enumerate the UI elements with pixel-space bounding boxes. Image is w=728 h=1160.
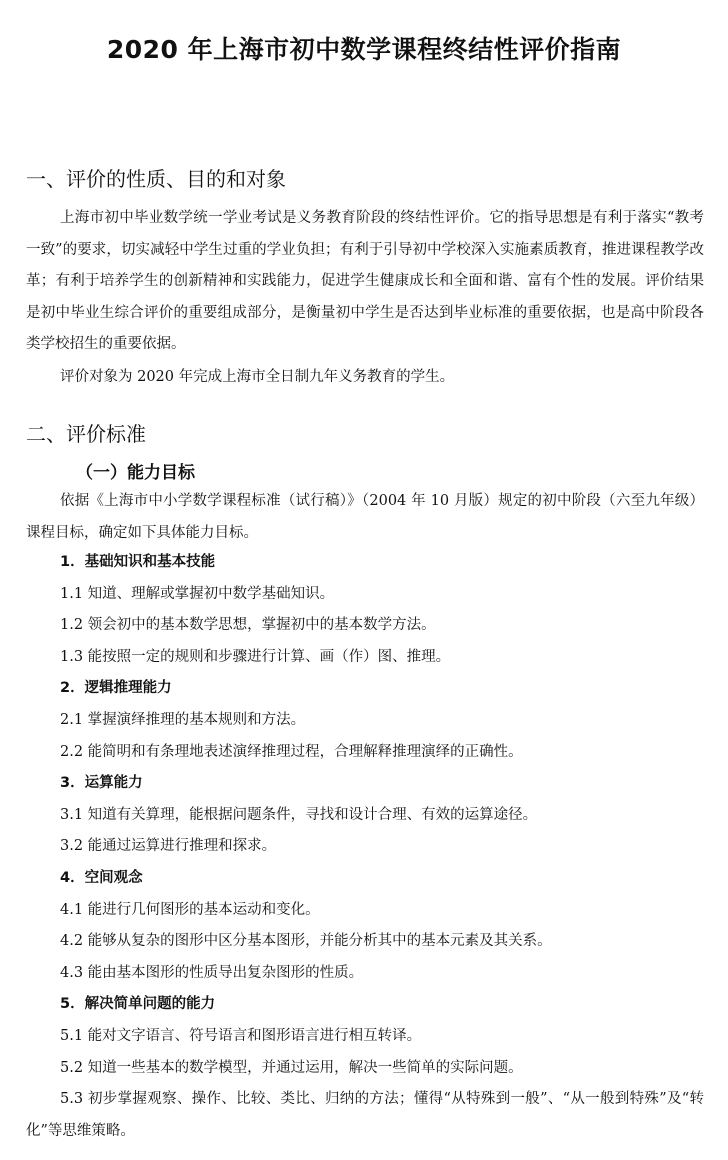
- ability-item: 4.2 能够从复杂的图形中区分基本图形，并能分析其中的基本元素及其关系。: [60, 933, 552, 950]
- subsection1-heading: （一）能力目标: [76, 463, 195, 483]
- subsection1-intro: 依据《上海市中小学数学课程标准（试行稿）》（2004 年 10 月版）规定的初中阶段（六至九年级）课程目标，确定如下具体能力目标。: [26, 493, 704, 541]
- ability-heading: 2．逻辑推理能力: [60, 680, 172, 697]
- ability-item: 2.1 掌握演绎推理的基本规则和方法。: [60, 712, 306, 728]
- ability-heading: 5．解决简单问题的能力: [60, 996, 216, 1013]
- ability-item: 1.3 能按照一定的规则和步骤进行计算、画（作）图、推理。: [60, 648, 451, 665]
- ability-item: 3.1 知道有关算理，能根据问题条件，寻找和设计合理、有效的运算途径。: [60, 806, 538, 823]
- section1-paragraph-2: 评价对象为 2020 年完成上海市全日制九年义务教育的学生。: [60, 369, 455, 385]
- ability-item: 5.1 能对文字语言、符号语言和图形语言进行相互转译。: [60, 1028, 422, 1044]
- ability-item: 1.1 知道、理解或掌握初中数学基础知识。: [60, 585, 335, 602]
- ability-item: 1.2 领会初中的基本数学思想，掌握初中的基本数学方法。: [60, 617, 436, 634]
- item-5-3-paragraph: 5.3 初步掌握观察、操作、比较、类比、归纳的方法；懂得“从特殊到一般”、“从一般到特殊”及“转化”等思维策略。: [26, 1091, 704, 1139]
- section2-heading: 二、评价标准: [26, 422, 146, 446]
- ability-item: 2.2 能简明和有条理地表述演绎推理过程，合理解释推理演绎的正确性。: [60, 743, 523, 760]
- ability-heading: 3．运算能力: [60, 775, 143, 792]
- ability-item: 4.1 能进行几何图形的基本运动和变化。: [60, 901, 320, 918]
- ability-item: 3.2 能通过运算进行推理和探求。: [60, 838, 277, 855]
- section1-paragraph-1: 上海市初中毕业数学统一学业考试是义务教育阶段的终结性评价。它的指导思想是有利于落实“教考一致”的要求，切实减轻中学生过重的学业负担；有利于引导初中学校深入实施素质教育，推进课程教学改革；有利于培养学生的创新精神和实践能力，促进学生健康成长和全面和谐、富有个性的发展。评价结果是初中毕业生综合评价的重要组成部分，是衡量初中学生是否达到毕业标准的重要依据，也是高中阶段各类学校招生的重要依据。: [26, 210, 704, 352]
- ability-heading: 1．基础知识和基本技能: [60, 554, 216, 570]
- document-title: 2020 年上海市初中数学课程终结性评价指南: [106, 35, 622, 64]
- section1-heading: 一、评价的性质、目的和对象: [26, 167, 286, 191]
- ability-item: 4.3 能由基本图形的性质导出复杂图形的性质。: [60, 964, 364, 981]
- ability-heading: 4．空间观念: [60, 870, 143, 886]
- ability-item: 5.2 知道一些基本的数学模型，并通过运用，解决一些简单的实际问题。: [60, 1059, 523, 1076]
